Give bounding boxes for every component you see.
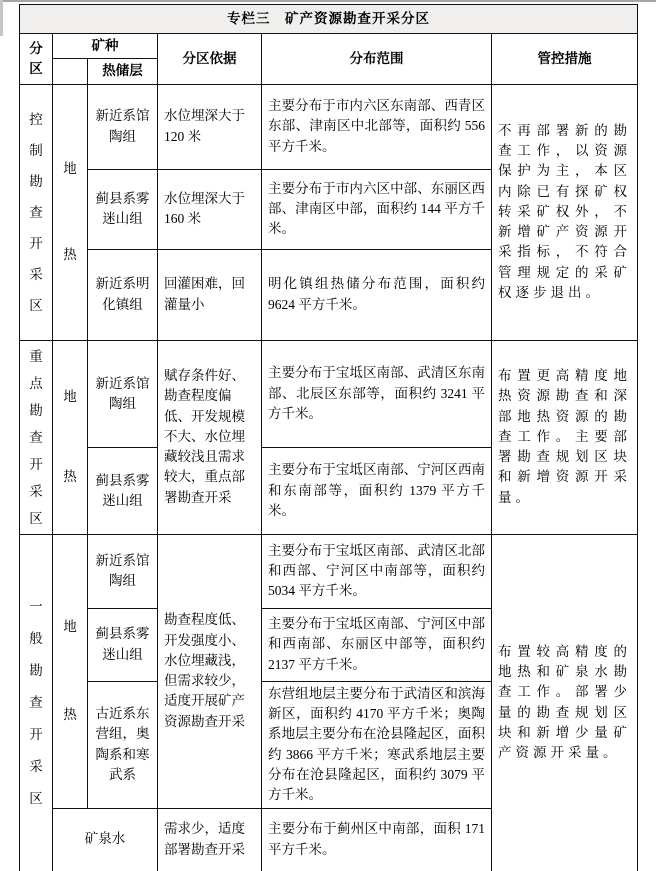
mineral-water-cell: 矿泉水 xyxy=(53,808,158,871)
reservoir-cell: 新近系馆陶组 xyxy=(88,534,158,608)
table-title: 专栏三 矿产资源勘查开采分区 xyxy=(20,5,638,34)
mineral-cell-geothermal-3 xyxy=(53,534,88,808)
reservoir-cell: 新近系馆陶组 xyxy=(88,340,158,448)
zone-cell-control xyxy=(20,84,53,340)
header-mineral: 矿种 xyxy=(53,34,158,59)
distribution-cell: 东营组地层主要分布于武清区和滨海新区，面积约 4170 平方千米；奥陶系地层主要分布在沧县隆起区，面积约 3866 平方千米；寒武系地层主要分布在沧县隆起区，面积约 3079 平方千米。 xyxy=(262,681,492,808)
zone-cell-key xyxy=(20,340,53,534)
basis-cell: 水位埋深大于 160 米 xyxy=(158,169,262,249)
header-basis: 分区依据 xyxy=(158,34,262,85)
control-cell: 布置较高精度的地热和矿泉水勘查工作。部署少量的勘查规划区块和新增少量矿产资源开采量。 xyxy=(492,534,638,871)
scan-edge-left xyxy=(0,0,3,36)
reservoir-cell: 古近系东营组，奥陶系和寒武系 xyxy=(88,681,158,808)
reservoir-cell: 新近系馆陶组 xyxy=(88,84,158,169)
mineral-cell-geothermal-1 xyxy=(53,84,88,340)
basis-cell: 需求少，适度部署勘查开采 xyxy=(158,808,262,871)
distribution-cell: 主要分布于宝坻区南部、武清区北部和西部、宁河区中南部等，面积约 5034 平方千米。 xyxy=(262,534,492,608)
scan-edge-top xyxy=(0,0,656,2)
mineral-cell-geothermal-2 xyxy=(53,340,88,534)
reservoir-cell: 蓟县系雾迷山组 xyxy=(88,448,158,534)
distribution-cell: 主要分布于市内六区中部、东丽区西部、津南区中部，面积约 144 平方千米。 xyxy=(262,169,492,249)
header-mineral-sub-empty xyxy=(53,59,88,84)
distribution-cell: 主要分布于蓟州区中南部，面积 171 平方千米。 xyxy=(262,808,492,871)
mineral-zoning-table xyxy=(19,4,638,871)
basis-cell-merged: 勘查程度低、开发强度小、水位埋藏浅，但需求较少，适度开展矿产资源勘查开采 xyxy=(158,534,262,808)
reservoir-cell: 蓟县系雾迷山组 xyxy=(88,608,158,681)
reservoir-cell: 蓟县系雾迷山组 xyxy=(88,169,158,249)
distribution-cell: 主要分布于宝坻区南部、宁河区中部和西南部、东丽区中部等，面积约 2137 平方千米。 xyxy=(262,608,492,681)
control-cell: 不再部署新的勘查工作，以资源保护为主，本区内除已有探矿权转采矿权外，不新增矿产资源开采指标，不符合管理规定的采矿权逐步退出。 xyxy=(492,84,638,340)
zone-cell-general xyxy=(20,534,53,871)
zone-label: 重 点 勘 查 开 采 区 xyxy=(29,348,43,526)
header-distribution: 分布范围 xyxy=(262,34,492,85)
header-control: 管控措施 xyxy=(492,34,638,85)
basis-cell: 水位埋深大于 120 米 xyxy=(158,84,262,169)
zone-label: 一 般 勘 查 开 采 区 xyxy=(29,598,43,806)
mineral-label: 地 热 xyxy=(63,161,77,262)
distribution-cell: 主要分布于宝坻区南部、武清区东南部、北辰区东部等，面积约 3241 平方千米。 xyxy=(262,340,492,448)
basis-cell-merged: 赋存条件好、勘查程度偏低、开发规模不大、水位埋藏较浅且需求较大，重点部署勘查开采 xyxy=(158,340,262,534)
mineral-label: 地 热 xyxy=(63,619,77,722)
reservoir-cell: 新近系明化镇组 xyxy=(88,249,158,340)
header-zone: 分区 xyxy=(20,34,53,85)
distribution-cell: 主要分布于宝坻区南部、宁河区西南和东南部等，面积约 1379 平方千米。 xyxy=(262,448,492,534)
distribution-cell: 主要分布于市内六区东南部、西青区东部、津南区中北部等，面积约 556 平方千米。 xyxy=(262,84,492,169)
basis-cell: 回灌困难，回灌量小 xyxy=(158,249,262,340)
mineral-label: 地 热 xyxy=(63,389,77,484)
control-cell: 布置更高精度地热资源勘查和深部地热资源的勘查工作。主要部署勘查规划区块和新增资源开采量。 xyxy=(492,340,638,534)
zone-label: 控 制 勘 查 开 采 区 xyxy=(29,111,43,313)
header-reservoir: 热储层 xyxy=(88,59,158,84)
distribution-cell: 明化镇组热储分布范围，面积约 9624 平方千米。 xyxy=(262,249,492,340)
